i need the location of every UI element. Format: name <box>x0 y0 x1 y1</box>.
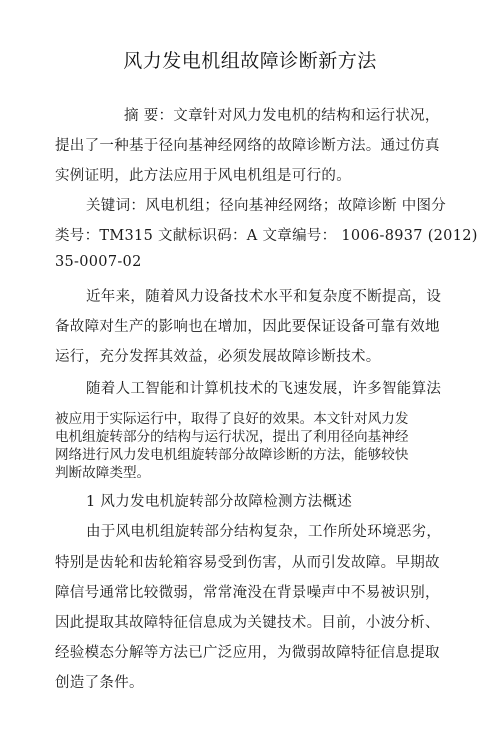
keywords-line-1: 关键词：风电机组；径向基神经网络；故障诊断 中图分 <box>86 198 447 214</box>
abstract-line-2: 提出了一种基于径向基神经网络的故障诊断方法。通过仿真 <box>55 138 440 154</box>
para3-line-3: 障信号通常比较微弱，常常淹没在背景噪声中不易被识别， <box>55 585 440 601</box>
para1-line-2: 备故障对生产的影响也在增加，因此要保证设备可靠有效地 <box>55 319 440 335</box>
para3-line-2: 特别是齿轮和齿轮箱容易受到伤害，从而引发故障。早期故 <box>55 555 440 571</box>
abstract-line-1: 摘 要：文章针对风力发电机的结构和运行状况， <box>124 108 440 124</box>
para3-line-5: 经验模态分解等方法已广泛应用，为微弱故障特征信息提取 <box>55 645 440 661</box>
para3-line-4: 因此提取其故障特征信息成为关键技术。目前，小波分析、 <box>55 615 440 631</box>
keywords-line-2: 类号：TM315 文献标识码：A 文章编号： 1006-8937 (2012) <box>55 228 478 244</box>
keywords-line-3: 35-0007-02 <box>55 254 142 270</box>
para1-line-1: 近年来，随着风力设备技术水平和复杂度不断提高，设 <box>86 289 442 305</box>
section1-heading: 1 风力发电机旋转部分故障检测方法概述 <box>86 494 353 510</box>
para2-line-2: 被应用于实际运行中，取得了良好的效果。本文针对风力发 <box>55 411 409 427</box>
abstract-line-3: 实例证明，此方法应用于风电机组是可行的。 <box>55 168 351 184</box>
para2-line-1: 随着人工智能和计算机技术的飞速发展，许多智能算法 <box>86 381 442 397</box>
para3-line-6: 创造了条件。 <box>55 675 144 691</box>
para2-line-4: 网络进行风力发电机组旋转部分故障诊断的方法，能够较快 <box>55 447 409 463</box>
document-title: 风力发电机组故障诊断新方法 <box>123 50 377 72</box>
para3-line-1: 由于风电机组旋转部分结构复杂，工作所处环境恶劣， <box>86 524 442 540</box>
para2-line-3: 电机组旋转部分的结构与运行状况，提出了利用径向基神经 <box>55 429 409 445</box>
para1-line-3: 运行，充分发挥其效益，必须发展故障诊断技术。 <box>55 349 381 365</box>
para2-line-5: 判断故障类型。 <box>55 465 151 481</box>
